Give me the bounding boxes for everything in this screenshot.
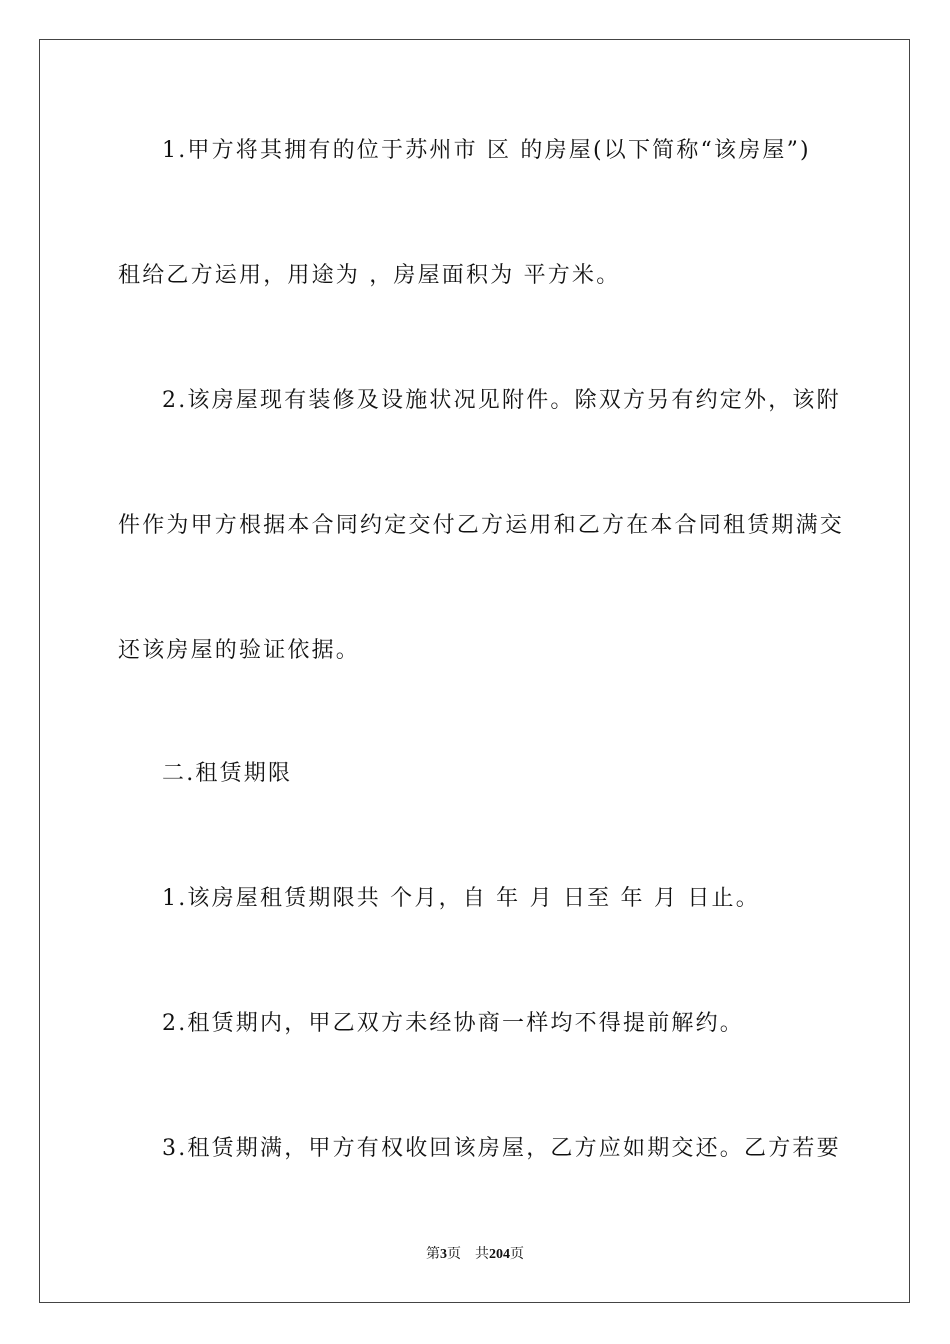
paragraph-line: 1.该房屋租赁期限共 个月，自 年 月 日至 年 月 日止。 [162, 886, 760, 911]
paragraph-line: 1.甲方将其拥有的位于苏州市 区 的房屋(以下简称“该房屋”) [162, 138, 811, 163]
paragraph-line: 3.租赁期满，甲方有权收回该房屋，乙方应如期交还。乙方若要 [162, 1136, 841, 1161]
paragraph-line: 租给乙方运用，用途为 ，房屋面积为 平方米。 [118, 263, 621, 288]
page-prefix: 第 [426, 1247, 440, 1262]
paragraph-line: 件作为甲方根据本合同约定交付乙方运用和乙方在本合同租赁期满交 [118, 513, 845, 538]
page-number: 3 [440, 1247, 447, 1262]
page-footer [0, 1245, 950, 1265]
total-prefix: 共 [475, 1247, 489, 1262]
total-pages: 204 [489, 1247, 510, 1262]
page-suffix: 页 [447, 1247, 461, 1262]
paragraph-line: 2.租赁期内，甲乙双方未经协商一样均不得提前解约。 [162, 1011, 744, 1036]
page-border [39, 39, 910, 1303]
paragraph-line: 还该房屋的验证依据。 [118, 638, 361, 663]
total-suffix: 页 [510, 1247, 524, 1262]
section-heading: 二.租赁期限 [162, 761, 293, 786]
paragraph-line: 2.该房屋现有装修及设施状况见附件。除双方另有约定外，该附 [162, 388, 841, 413]
